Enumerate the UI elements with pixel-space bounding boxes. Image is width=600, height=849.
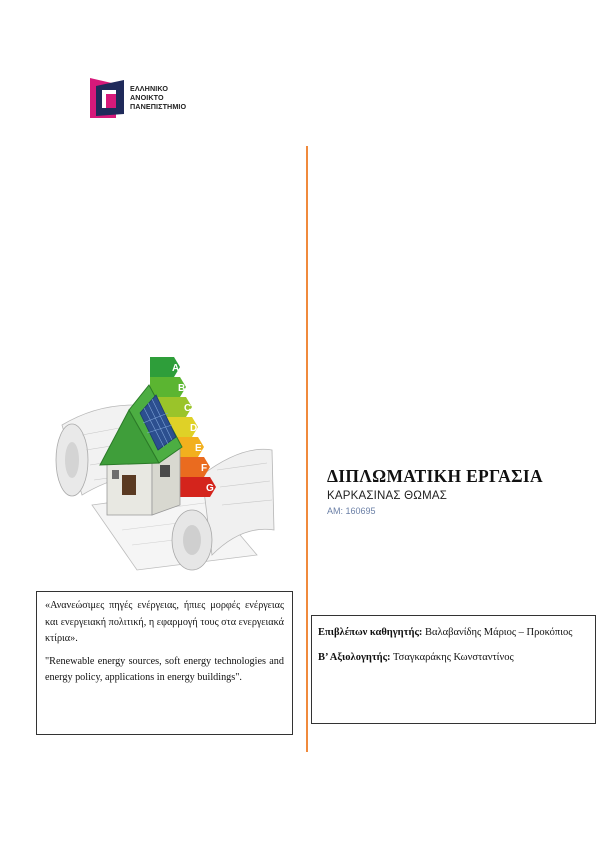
rating-letter: C — [184, 403, 192, 414]
supervisor-name: Βαλαβανίδης Μάριος – Προκόπιος — [422, 627, 573, 638]
rating-letter: A — [172, 363, 180, 374]
university-logo — [88, 76, 203, 122]
thesis-title: ΔΙΠΛΩΜΑΤΙΚΗ ΕΡΓΑΣΙΑ — [327, 466, 543, 486]
second-examiner-label: Β’ Αξιολογητής: — [318, 652, 391, 663]
title-block — [327, 466, 577, 516]
supervisor-line — [318, 624, 589, 641]
eap-logo-mark-icon — [88, 76, 126, 120]
rating-letter: E — [195, 443, 202, 454]
vertical-divider — [306, 146, 308, 752]
rating-letter: D — [190, 423, 198, 434]
rating-letter: G — [206, 483, 214, 494]
rating-letter: F — [201, 463, 208, 474]
committee-box — [311, 615, 596, 724]
second-examiner-line — [318, 649, 589, 666]
thesis-topic-box — [36, 591, 293, 735]
second-examiner-name: Τσαγκαράκης Κωνσταντίνος — [390, 652, 514, 663]
energy-efficient-house-icon — [52, 355, 278, 575]
supervisor-label: Επιβλέπων καθηγητής: — [318, 627, 423, 638]
logo-line: ΕΛΛΗΝΙΚΟ — [130, 84, 169, 93]
author-name: ΚΑΡΚΑΣΙΝΑΣ ΘΩΜΑΣ — [327, 490, 448, 502]
student-id: ΑΜ: 160695 — [327, 506, 376, 516]
thesis-topic-english: "Renewable energy sources, soft energy technologies and energy policy, applications in energy buildings". — [45, 655, 284, 683]
thesis-topic-greek: «Ανανεώσιμες πηγές ενέργειας, ήπιες μορφές ενέργειας και ενεργειακή πολιτική, η εφαρμογή τους στα ενεργειακά κτίρια». — [45, 600, 284, 644]
rating-letter: B — [178, 383, 186, 394]
logo-line: ΑΝΟΙΚΤΟ — [130, 93, 164, 102]
logo-line: ΠΑΝΕΠΙΣΤΗΜΙΟ — [130, 102, 187, 111]
logo-text — [130, 84, 186, 111]
